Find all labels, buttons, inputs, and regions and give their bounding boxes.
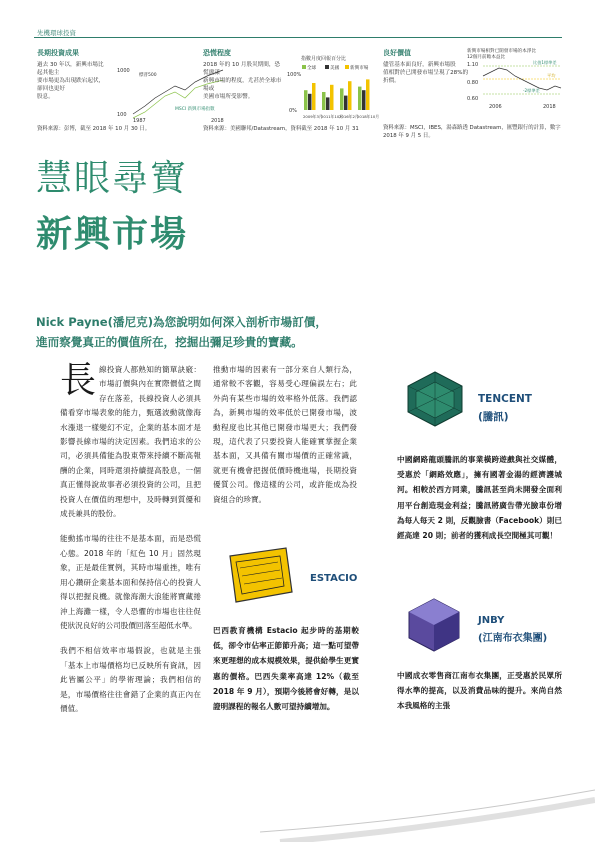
y-tick: 0.60 <box>467 96 479 102</box>
header-rule <box>34 37 562 38</box>
article-column-2 <box>213 363 357 518</box>
jnby-name-block <box>478 612 547 648</box>
panel-line: 儘管基本面良好，新興市場股 <box>383 62 456 68</box>
main-title-line1: 慧眼尋寶 <box>36 158 189 199</box>
legend-us: 美國 <box>330 66 340 71</box>
section-tag: 先機環球投資 <box>37 29 76 37</box>
band-label: 比值1標準差 <box>533 60 557 65</box>
tencent-name-block <box>478 390 532 426</box>
bar <box>366 79 370 110</box>
tencent-description: 中國網路龍頭騰訊的事業橫跨遊戲與社交媒體，受惠於「網路效應」，擁有國著金湯的經濟護城河。相較於西方同業，騰訊甚至尚未開發全面利用平台創造現金利益；騰訊將廣告帶光臉車份增為每人每天 2 則，反觀臉書（Facebook）則已經高達 20 則；前者的獲利成長空間極其可觀！ <box>397 455 562 541</box>
panel-line: 值相對於已開發市場呈現了28%的 <box>383 70 469 76</box>
bars <box>304 79 370 110</box>
jnby-description: 中國成衣零售商江南布衣集團，正受惠於民眾所得水準的提高，以及消費品味的提升。來尚自然本我風格的主張 <box>397 671 562 711</box>
panel-line: 過去 30 年以，新興市場比起其他主 <box>37 62 104 76</box>
tencent-cn-name: (騰訊) <box>478 411 509 423</box>
bar <box>322 92 326 110</box>
bar <box>308 94 312 110</box>
jnby-logo-icon <box>404 596 464 654</box>
chart-subtitle: 12個月前瞻本益比 <box>467 55 506 60</box>
panel-value <box>383 48 563 130</box>
category-label: 2009年3月 <box>303 114 323 119</box>
panel-text <box>37 61 107 101</box>
fear-bar-chart <box>287 52 383 124</box>
x-tick: 2018 <box>543 104 556 110</box>
y-tick: 0.80 <box>467 80 479 86</box>
jnby-cn-name: (江南布衣集團) <box>478 633 548 644</box>
subtitle-line: Nick Payne(潘尼克)為您說明如何深入剖析市場訂價， <box>36 315 327 329</box>
bar <box>348 81 352 110</box>
bar <box>362 90 366 110</box>
category-label: 2011年10月 <box>321 114 344 119</box>
panel-title: 恐慌程度 <box>203 49 231 57</box>
legend-swatch <box>302 65 306 69</box>
band-label: 平均 <box>547 73 556 78</box>
legend-swatch <box>325 65 329 69</box>
x-tick: 2006 <box>489 104 502 110</box>
paragraph <box>60 360 201 521</box>
decorative-curve <box>260 780 595 842</box>
bar <box>330 85 334 110</box>
estacio-description: 巴西教育機構 Estacio 起步時的基期較低，卻令市佔率正節節升高；這一點可望帶來更理想的成本規模效果，提供給學生更實惠的價格。巴西失業率高達 12%（截至2018 年 9 月），預期今後將會好轉，是以證明課程的報名人數可望持續增加。 <box>213 626 359 712</box>
y-tick-top: 100% <box>287 72 302 78</box>
panel-line: 股息。 <box>37 94 54 100</box>
y-tick-bottom: 100 <box>117 112 127 118</box>
paragraph: 我們不相信效率市場假說，也就是主張「基本上市場價格均已反映所有資訊，因此皆屬公平」的學術理論；我們相信的是，市場價格往往會錯了企業的真正內在價值。 <box>60 646 201 713</box>
main-title-line2: 新興市場 <box>36 214 189 255</box>
panel-source: 資料來源：MSCI，IBES，湯森路透 Datastream，匯豐銀行的計算，數字 2018 年 9 月 5 日。 <box>383 125 561 139</box>
panel-text <box>383 61 469 85</box>
drop-cap: 長 <box>60 360 97 401</box>
bar <box>340 88 344 110</box>
legend-global: 全球 <box>307 66 317 71</box>
panel-line: 美國市場所受影響。 <box>203 94 254 100</box>
panel-title: 長期投資成果 <box>37 49 79 57</box>
panel-text <box>203 61 283 101</box>
category-label: 2016年2月 <box>339 114 359 119</box>
x-tick-end: 2018 <box>211 118 224 122</box>
value-line-chart <box>467 46 563 114</box>
panel-line: 要市場更為出現跌宕起伏，卻回也更好 <box>37 78 105 92</box>
chart-title: 指數月度回報百分比 <box>301 56 347 62</box>
subtitle-line: 進而察覺真正的價值所在，挖掘出彌足珍貴的寶藏。 <box>36 335 303 349</box>
series-a-label: 標普500 <box>139 73 157 78</box>
band-label: -2標準差 <box>523 88 540 93</box>
y-tick: 1.10 <box>467 62 479 68</box>
panel-line: 折價。 <box>383 78 400 84</box>
bar <box>326 97 330 110</box>
category-label: 2018年10月 <box>357 114 380 119</box>
bar <box>358 87 362 110</box>
tencent-logo-icon <box>402 368 468 430</box>
estacio-name: ESTACIO <box>310 573 358 584</box>
panel-line: 新興市場的程度，尤甚於全球市場或 <box>203 78 282 92</box>
series-b-label: MSCI 新興市場指數 <box>175 107 215 112</box>
bar <box>312 83 316 110</box>
chart-title: 新興市場相對已開發市場的本淨比 <box>467 49 536 54</box>
panel-source: 資料來源：美國聯邦/Datastream，資料截至 2018 年 10 月 31 <box>203 126 359 132</box>
bar <box>344 96 348 110</box>
legend-swatch <box>345 65 349 69</box>
tencent-name: TENCENT <box>478 393 532 405</box>
panel-line: 2018 年的 10 月股災期間，恐慌盪漾 <box>203 62 281 76</box>
legend-em: 新興市場 <box>350 66 369 71</box>
panel-source: 資料來源：彭博，截至 2018 年 10 月 30 日。 <box>37 126 151 132</box>
paragraph: 能動搖市場的往往不是基本面，而是恐慌心態。2018 年的「紅色 10 月」固然現象，正是最佳實例，其時市場重挫，唯有用心鑽研企業基本面和保持信心的投資人得以把握良機。就像海潮大浪能將寶藏捲沖上海灘一樣，令人恐懼的市場也往往促使狀況良好的公司股價回落至超低水準。 <box>60 534 201 630</box>
jnby-name: JNBY <box>478 615 505 626</box>
x-tick-start: 1987 <box>133 118 146 122</box>
paragraph-text: 線投資人都熟知的簡單訣竅：市場訂價與內在實際價值之間存在落差，長線投資人必須具備看穿市場表象的能力，甄選波動就像海水漲退一樣變幻不定，企業的基本面才是影響長線市場的決定因素。我們追求的公司，必須具備能為股東帶來持續不斷高報酬的企業，同時還須持續提高股息，一個真正懂得說故事者必須投資的公司，且把投資人在價值的理想中，及時轉到質優和成長兼具的股份。 <box>60 365 201 519</box>
panel-title: 良好價值 <box>383 49 411 57</box>
paragraph: 推動市場的因素有一部分來自人類行為，通常較不客觀，容易受心理偏誤左右；此外尚有某些市場的效率格外低落。我們認為，新興市場的效率低於已開發市場，波動程度也比其他已開發市場更大；我們發現，這代表了只要投資人能確實掌握企業基本面，又具備有關市場價的正確常識，就更有機會把握低價時機進場，長期投資優質公司。像這樣的公司，或許能成為投資組合的珍寶。 <box>213 365 357 504</box>
y-tick-bottom: 0% <box>289 108 297 114</box>
estacio-logo-icon <box>220 544 300 614</box>
bar <box>304 90 308 110</box>
y-tick-top: 1000 <box>117 68 130 74</box>
article-column-1 <box>60 360 201 727</box>
panel-fear <box>203 48 383 130</box>
article-subtitle <box>36 312 556 352</box>
